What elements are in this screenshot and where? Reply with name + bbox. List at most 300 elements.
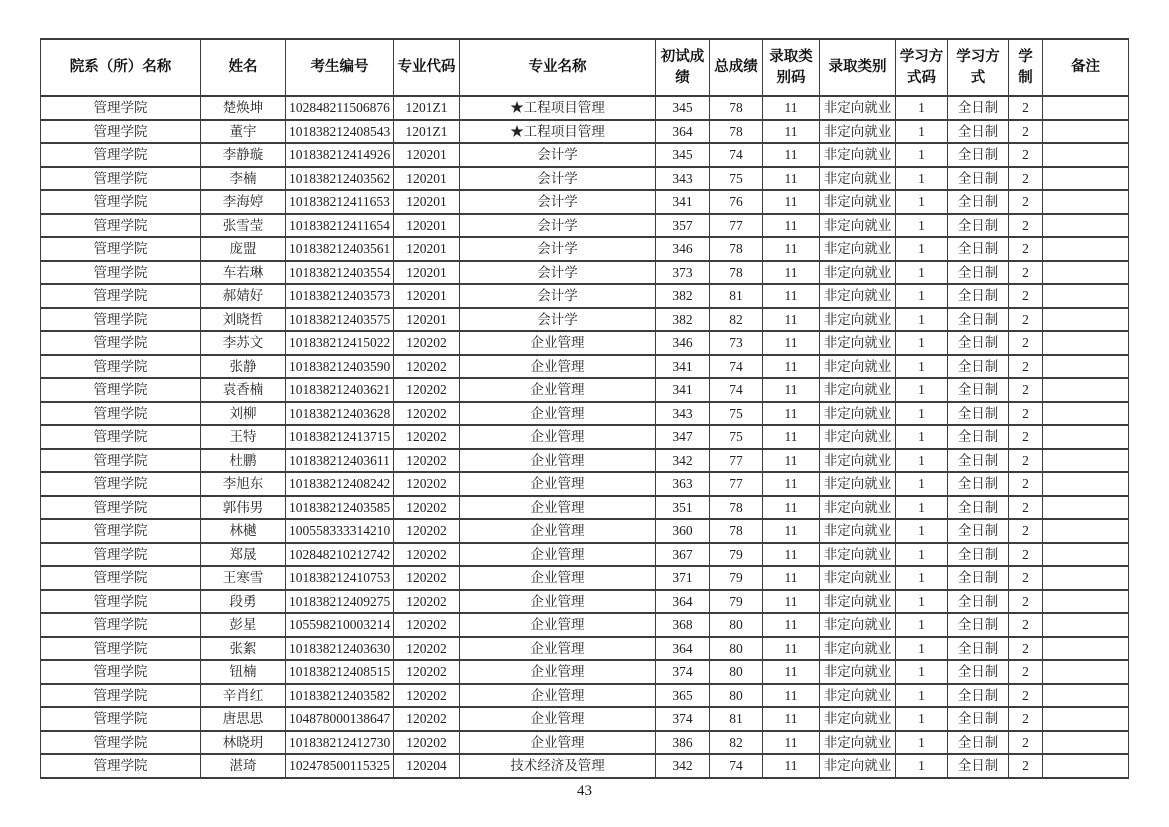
- cell-candidate-id: 101838212403630: [286, 637, 394, 661]
- cell-candidate-id: 101838212413715: [286, 425, 394, 449]
- cell-initial-score: 343: [656, 167, 710, 191]
- cell-total-score: 81: [710, 284, 763, 308]
- cell-duration: 2: [1009, 590, 1043, 614]
- cell-study-mode-code: 1: [896, 543, 948, 567]
- cell-duration: 2: [1009, 566, 1043, 590]
- cell-total-score: 82: [710, 731, 763, 755]
- cell-study-mode: 全日制: [948, 143, 1009, 167]
- cell-total-score: 78: [710, 96, 763, 120]
- table-row: [41, 378, 1129, 402]
- cell-initial-score: 341: [656, 190, 710, 214]
- cell-department: 管理学院: [41, 214, 201, 238]
- cell-duration: 2: [1009, 261, 1043, 285]
- cell-department: 管理学院: [41, 425, 201, 449]
- column-header-study-mode: 学习方式: [948, 39, 1009, 96]
- cell-department: 管理学院: [41, 637, 201, 661]
- cell-duration: 2: [1009, 190, 1043, 214]
- cell-major-code: 120202: [394, 402, 460, 426]
- cell-notes: [1043, 355, 1129, 379]
- cell-study-mode: 全日制: [948, 284, 1009, 308]
- cell-admission-category-code: 11: [763, 143, 820, 167]
- cell-major-code: 120201: [394, 143, 460, 167]
- cell-study-mode-code: 1: [896, 684, 948, 708]
- cell-name: 李楠: [201, 167, 286, 191]
- cell-notes: [1043, 637, 1129, 661]
- cell-major-code: 120202: [394, 355, 460, 379]
- cell-name: 郝婧好: [201, 284, 286, 308]
- cell-candidate-id: 101838212403573: [286, 284, 394, 308]
- cell-notes: [1043, 496, 1129, 520]
- cell-initial-score: 364: [656, 590, 710, 614]
- table-row: [41, 519, 1129, 543]
- cell-department: 管理学院: [41, 707, 201, 731]
- cell-admission-category: 非定向就业: [820, 472, 896, 496]
- cell-admission-category: 非定向就业: [820, 96, 896, 120]
- column-header-name: 姓名: [201, 39, 286, 96]
- cell-name: 杜鹏: [201, 449, 286, 473]
- table-row: [41, 355, 1129, 379]
- cell-name: 王寒雪: [201, 566, 286, 590]
- cell-admission-category: 非定向就业: [820, 237, 896, 261]
- table-row: [41, 331, 1129, 355]
- cell-name: 郭伟男: [201, 496, 286, 520]
- table-row: [41, 425, 1129, 449]
- cell-admission-category-code: 11: [763, 355, 820, 379]
- cell-major-name: 企业管理: [460, 519, 656, 543]
- cell-candidate-id: 101838212414926: [286, 143, 394, 167]
- cell-study-mode-code: 1: [896, 496, 948, 520]
- cell-admission-category: 非定向就业: [820, 261, 896, 285]
- cell-study-mode: 全日制: [948, 190, 1009, 214]
- table-row: [41, 754, 1129, 778]
- cell-candidate-id: 101838212403561: [286, 237, 394, 261]
- cell-notes: [1043, 167, 1129, 191]
- cell-major-name: 企业管理: [460, 707, 656, 731]
- cell-admission-category: 非定向就业: [820, 331, 896, 355]
- cell-study-mode-code: 1: [896, 378, 948, 402]
- cell-study-mode-code: 1: [896, 660, 948, 684]
- cell-admission-category-code: 11: [763, 472, 820, 496]
- cell-initial-score: 374: [656, 660, 710, 684]
- column-header-candidate-id: 考生编号: [286, 39, 394, 96]
- cell-initial-score: 371: [656, 566, 710, 590]
- cell-name: 李旭东: [201, 472, 286, 496]
- cell-major-name: 会计学: [460, 237, 656, 261]
- cell-admission-category-code: 11: [763, 731, 820, 755]
- cell-initial-score: 351: [656, 496, 710, 520]
- cell-admission-category: 非定向就业: [820, 496, 896, 520]
- cell-name: 段勇: [201, 590, 286, 614]
- cell-initial-score: 382: [656, 284, 710, 308]
- cell-major-code: 120202: [394, 707, 460, 731]
- cell-candidate-id: 101838212403582: [286, 684, 394, 708]
- cell-department: 管理学院: [41, 378, 201, 402]
- cell-name: 庞盟: [201, 237, 286, 261]
- cell-study-mode: 全日制: [948, 637, 1009, 661]
- cell-admission-category-code: 11: [763, 402, 820, 426]
- cell-study-mode-code: 1: [896, 637, 948, 661]
- cell-department: 管理学院: [41, 237, 201, 261]
- cell-notes: [1043, 613, 1129, 637]
- cell-duration: 2: [1009, 378, 1043, 402]
- cell-major-code: 120201: [394, 237, 460, 261]
- cell-total-score: 77: [710, 472, 763, 496]
- cell-major-name: 技术经济及管理: [460, 754, 656, 778]
- cell-notes: [1043, 660, 1129, 684]
- cell-name: 郑晟: [201, 543, 286, 567]
- cell-total-score: 80: [710, 613, 763, 637]
- cell-major-name: 会计学: [460, 214, 656, 238]
- cell-department: 管理学院: [41, 284, 201, 308]
- cell-candidate-id: 105598210003214: [286, 613, 394, 637]
- cell-admission-category-code: 11: [763, 613, 820, 637]
- cell-admission-category: 非定向就业: [820, 449, 896, 473]
- cell-department: 管理学院: [41, 120, 201, 144]
- cell-total-score: 78: [710, 519, 763, 543]
- cell-admission-category: 非定向就业: [820, 707, 896, 731]
- cell-initial-score: 382: [656, 308, 710, 332]
- cell-admission-category: 非定向就业: [820, 120, 896, 144]
- cell-department: 管理学院: [41, 331, 201, 355]
- cell-name: 林樾: [201, 519, 286, 543]
- cell-duration: 2: [1009, 754, 1043, 778]
- cell-study-mode: 全日制: [948, 543, 1009, 567]
- cell-department: 管理学院: [41, 96, 201, 120]
- cell-study-mode-code: 1: [896, 472, 948, 496]
- cell-major-name: 企业管理: [460, 449, 656, 473]
- cell-admission-category: 非定向就业: [820, 214, 896, 238]
- cell-duration: 2: [1009, 731, 1043, 755]
- cell-major-name: 企业管理: [460, 425, 656, 449]
- cell-admission-category-code: 11: [763, 237, 820, 261]
- cell-study-mode: 全日制: [948, 754, 1009, 778]
- cell-notes: [1043, 731, 1129, 755]
- cell-admission-category: 非定向就业: [820, 284, 896, 308]
- table-row: [41, 167, 1129, 191]
- cell-major-code: 120201: [394, 261, 460, 285]
- cell-study-mode-code: 1: [896, 237, 948, 261]
- cell-admission-category-code: 11: [763, 707, 820, 731]
- cell-duration: 2: [1009, 214, 1043, 238]
- cell-department: 管理学院: [41, 402, 201, 426]
- cell-admission-category: 非定向就业: [820, 167, 896, 191]
- cell-duration: 2: [1009, 496, 1043, 520]
- cell-department: 管理学院: [41, 190, 201, 214]
- cell-name: 李海婷: [201, 190, 286, 214]
- cell-admission-category-code: 11: [763, 331, 820, 355]
- cell-total-score: 80: [710, 684, 763, 708]
- cell-study-mode-code: 1: [896, 754, 948, 778]
- cell-admission-category: 非定向就业: [820, 613, 896, 637]
- cell-notes: [1043, 684, 1129, 708]
- cell-duration: 2: [1009, 237, 1043, 261]
- cell-major-name: 会计学: [460, 167, 656, 191]
- cell-initial-score: 374: [656, 707, 710, 731]
- cell-study-mode-code: 1: [896, 331, 948, 355]
- cell-major-name: 企业管理: [460, 613, 656, 637]
- cell-initial-score: 357: [656, 214, 710, 238]
- cell-admission-category-code: 11: [763, 754, 820, 778]
- cell-notes: [1043, 425, 1129, 449]
- cell-duration: 2: [1009, 684, 1043, 708]
- cell-name: 钮楠: [201, 660, 286, 684]
- cell-study-mode: 全日制: [948, 590, 1009, 614]
- cell-study-mode: 全日制: [948, 566, 1009, 590]
- cell-study-mode-code: 1: [896, 519, 948, 543]
- cell-notes: [1043, 707, 1129, 731]
- cell-department: 管理学院: [41, 754, 201, 778]
- cell-study-mode-code: 1: [896, 96, 948, 120]
- cell-study-mode: 全日制: [948, 261, 1009, 285]
- cell-study-mode-code: 1: [896, 214, 948, 238]
- cell-duration: 2: [1009, 425, 1043, 449]
- cell-department: 管理学院: [41, 355, 201, 379]
- cell-major-code: 120202: [394, 613, 460, 637]
- cell-major-code: 120202: [394, 449, 460, 473]
- cell-total-score: 79: [710, 543, 763, 567]
- cell-major-code: 120202: [394, 731, 460, 755]
- cell-study-mode-code: 1: [896, 190, 948, 214]
- cell-initial-score: 367: [656, 543, 710, 567]
- cell-duration: 2: [1009, 308, 1043, 332]
- cell-duration: 2: [1009, 613, 1043, 637]
- cell-study-mode-code: 1: [896, 167, 948, 191]
- cell-duration: 2: [1009, 472, 1043, 496]
- cell-study-mode: 全日制: [948, 402, 1009, 426]
- cell-major-code: 120204: [394, 754, 460, 778]
- cell-total-score: 77: [710, 214, 763, 238]
- column-header-notes: 备注: [1043, 39, 1129, 96]
- cell-notes: [1043, 237, 1129, 261]
- cell-study-mode-code: 1: [896, 261, 948, 285]
- cell-study-mode-code: 1: [896, 731, 948, 755]
- cell-major-code: 120202: [394, 684, 460, 708]
- cell-admission-category-code: 11: [763, 425, 820, 449]
- table-row: [41, 261, 1129, 285]
- cell-name: 辛肖红: [201, 684, 286, 708]
- cell-initial-score: 365: [656, 684, 710, 708]
- cell-major-name: 会计学: [460, 284, 656, 308]
- column-header-admission-category-code: 录取类别码: [763, 39, 820, 96]
- cell-admission-category: 非定向就业: [820, 308, 896, 332]
- cell-total-score: 78: [710, 120, 763, 144]
- cell-study-mode: 全日制: [948, 684, 1009, 708]
- cell-admission-category-code: 11: [763, 590, 820, 614]
- table-row: [41, 472, 1129, 496]
- cell-study-mode: 全日制: [948, 96, 1009, 120]
- cell-initial-score: 345: [656, 96, 710, 120]
- cell-duration: 2: [1009, 167, 1043, 191]
- cell-name: 刘柳: [201, 402, 286, 426]
- cell-notes: [1043, 378, 1129, 402]
- cell-duration: 2: [1009, 355, 1043, 379]
- cell-major-name: 企业管理: [460, 402, 656, 426]
- cell-total-score: 82: [710, 308, 763, 332]
- cell-total-score: 78: [710, 237, 763, 261]
- column-header-admission-category: 录取类别: [820, 39, 896, 96]
- cell-admission-category-code: 11: [763, 96, 820, 120]
- column-header-total-score: 总成绩: [710, 39, 763, 96]
- page-number: 43: [577, 783, 592, 799]
- table-row: [41, 731, 1129, 755]
- cell-initial-score: 373: [656, 261, 710, 285]
- cell-initial-score: 360: [656, 519, 710, 543]
- cell-candidate-id: 101838212403611: [286, 449, 394, 473]
- cell-notes: [1043, 519, 1129, 543]
- cell-total-score: 75: [710, 402, 763, 426]
- cell-total-score: 74: [710, 355, 763, 379]
- cell-initial-score: 364: [656, 637, 710, 661]
- cell-study-mode-code: 1: [896, 566, 948, 590]
- cell-major-code: 120202: [394, 519, 460, 543]
- cell-major-code: 120201: [394, 190, 460, 214]
- cell-admission-category-code: 11: [763, 566, 820, 590]
- cell-name: 董宇: [201, 120, 286, 144]
- cell-initial-score: 341: [656, 355, 710, 379]
- table-row: [41, 237, 1129, 261]
- cell-initial-score: 341: [656, 378, 710, 402]
- cell-admission-category-code: 11: [763, 637, 820, 661]
- cell-study-mode: 全日制: [948, 120, 1009, 144]
- cell-department: 管理学院: [41, 660, 201, 684]
- cell-total-score: 76: [710, 190, 763, 214]
- cell-candidate-id: 101838212408515: [286, 660, 394, 684]
- cell-notes: [1043, 143, 1129, 167]
- cell-admission-category-code: 11: [763, 449, 820, 473]
- cell-major-name: 企业管理: [460, 637, 656, 661]
- column-header-major-code: 专业代码: [394, 39, 460, 96]
- cell-major-name: 企业管理: [460, 331, 656, 355]
- table-header: [41, 39, 1129, 96]
- cell-study-mode: 全日制: [948, 378, 1009, 402]
- cell-total-score: 74: [710, 378, 763, 402]
- cell-total-score: 78: [710, 496, 763, 520]
- cell-notes: [1043, 472, 1129, 496]
- cell-study-mode-code: 1: [896, 613, 948, 637]
- cell-admission-category-code: 11: [763, 378, 820, 402]
- cell-total-score: 77: [710, 449, 763, 473]
- cell-candidate-id: 101838212403628: [286, 402, 394, 426]
- cell-notes: [1043, 214, 1129, 238]
- cell-study-mode: 全日制: [948, 167, 1009, 191]
- cell-major-name: 企业管理: [460, 566, 656, 590]
- cell-admission-category: 非定向就业: [820, 684, 896, 708]
- cell-major-name: 企业管理: [460, 660, 656, 684]
- table-row: [41, 214, 1129, 238]
- cell-initial-score: 347: [656, 425, 710, 449]
- cell-candidate-id: 101838212415022: [286, 331, 394, 355]
- cell-name: 张絮: [201, 637, 286, 661]
- table-row: [41, 566, 1129, 590]
- cell-admission-category: 非定向就业: [820, 425, 896, 449]
- cell-duration: 2: [1009, 331, 1043, 355]
- cell-major-name: 企业管理: [460, 472, 656, 496]
- cell-admission-category-code: 11: [763, 519, 820, 543]
- cell-candidate-id: 101838212403575: [286, 308, 394, 332]
- table-row: [41, 543, 1129, 567]
- table-row: [41, 637, 1129, 661]
- cell-name: 唐思思: [201, 707, 286, 731]
- cell-admission-category-code: 11: [763, 284, 820, 308]
- cell-candidate-id: 101838212403554: [286, 261, 394, 285]
- cell-admission-category-code: 11: [763, 308, 820, 332]
- cell-study-mode: 全日制: [948, 613, 1009, 637]
- cell-initial-score: 386: [656, 731, 710, 755]
- cell-initial-score: 346: [656, 237, 710, 261]
- cell-department: 管理学院: [41, 472, 201, 496]
- cell-duration: 2: [1009, 707, 1043, 731]
- cell-major-code: 120202: [394, 331, 460, 355]
- cell-department: 管理学院: [41, 308, 201, 332]
- cell-candidate-id: 101838212403562: [286, 167, 394, 191]
- cell-study-mode: 全日制: [948, 707, 1009, 731]
- cell-department: 管理学院: [41, 543, 201, 567]
- table-row: [41, 120, 1129, 144]
- cell-major-code: 120201: [394, 214, 460, 238]
- cell-candidate-id: 101838212408242: [286, 472, 394, 496]
- cell-admission-category-code: 11: [763, 214, 820, 238]
- cell-notes: [1043, 754, 1129, 778]
- cell-admission-category-code: 11: [763, 684, 820, 708]
- cell-admission-category-code: 11: [763, 496, 820, 520]
- cell-name: 彭星: [201, 613, 286, 637]
- cell-department: 管理学院: [41, 731, 201, 755]
- table-row: [41, 590, 1129, 614]
- cell-total-score: 75: [710, 167, 763, 191]
- column-header-study-mode-code: 学习方式码: [896, 39, 948, 96]
- cell-notes: [1043, 284, 1129, 308]
- cell-study-mode: 全日制: [948, 355, 1009, 379]
- cell-major-code: 120202: [394, 472, 460, 496]
- cell-admission-category: 非定向就业: [820, 731, 896, 755]
- cell-study-mode: 全日制: [948, 660, 1009, 684]
- cell-name: 楚焕坤: [201, 96, 286, 120]
- cell-initial-score: 343: [656, 402, 710, 426]
- cell-study-mode: 全日制: [948, 496, 1009, 520]
- cell-candidate-id: 102478500115325: [286, 754, 394, 778]
- cell-total-score: 75: [710, 425, 763, 449]
- cell-major-name: 企业管理: [460, 355, 656, 379]
- cell-major-code: 120202: [394, 496, 460, 520]
- cell-major-code: 120202: [394, 590, 460, 614]
- cell-department: 管理学院: [41, 613, 201, 637]
- cell-total-score: 80: [710, 637, 763, 661]
- cell-department: 管理学院: [41, 143, 201, 167]
- table-row: [41, 308, 1129, 332]
- cell-notes: [1043, 96, 1129, 120]
- cell-study-mode: 全日制: [948, 214, 1009, 238]
- cell-study-mode: 全日制: [948, 472, 1009, 496]
- cell-department: 管理学院: [41, 684, 201, 708]
- cell-major-name: 会计学: [460, 261, 656, 285]
- cell-study-mode: 全日制: [948, 308, 1009, 332]
- cell-candidate-id: 101838212408543: [286, 120, 394, 144]
- cell-study-mode: 全日制: [948, 519, 1009, 543]
- cell-major-code: 1201Z1: [394, 120, 460, 144]
- cell-department: 管理学院: [41, 167, 201, 191]
- cell-major-name: 企业管理: [460, 543, 656, 567]
- cell-candidate-id: 101838212403621: [286, 378, 394, 402]
- cell-notes: [1043, 566, 1129, 590]
- cell-candidate-id: 101838212411654: [286, 214, 394, 238]
- cell-initial-score: 363: [656, 472, 710, 496]
- cell-candidate-id: 101838212403585: [286, 496, 394, 520]
- table-row: [41, 402, 1129, 426]
- cell-initial-score: 342: [656, 449, 710, 473]
- cell-duration: 2: [1009, 449, 1043, 473]
- cell-candidate-id: 101838212411653: [286, 190, 394, 214]
- cell-study-mode: 全日制: [948, 449, 1009, 473]
